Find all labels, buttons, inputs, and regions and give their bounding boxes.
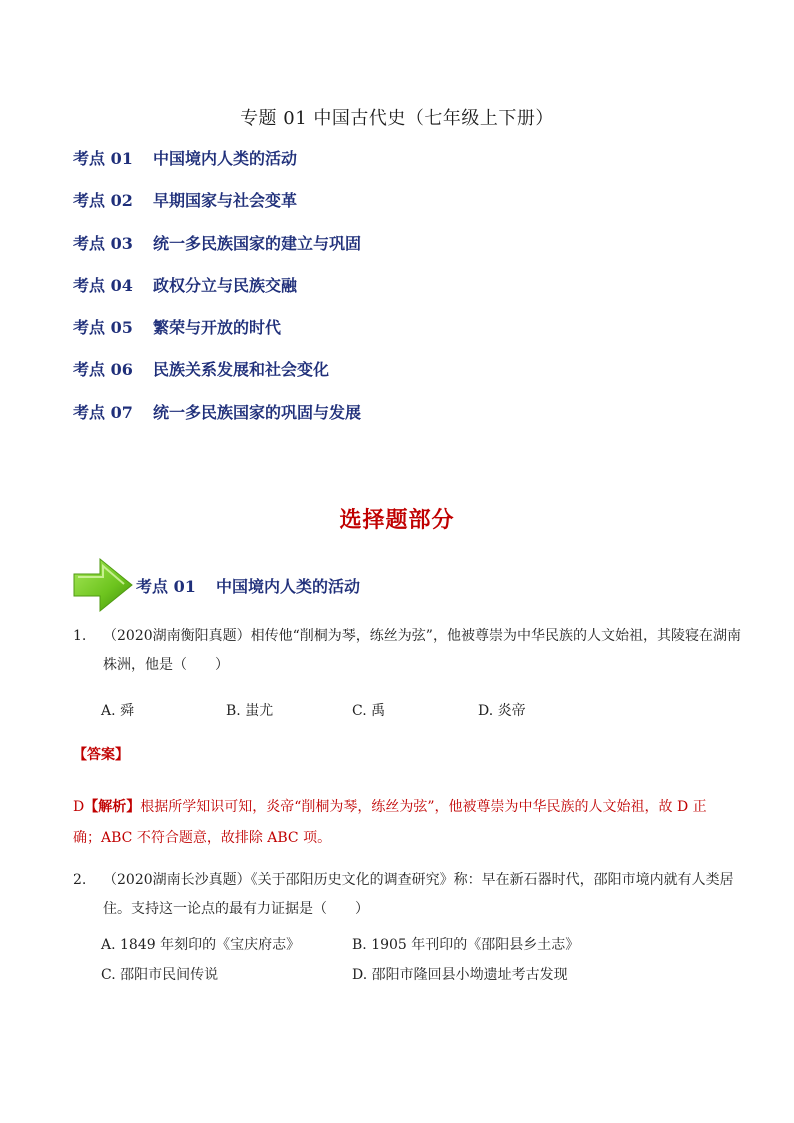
toc-item — [73, 231, 361, 273]
toc-code: 考点 02 — [73, 191, 133, 211]
analysis-text: 根据所学知识可知，炎帝“削桐为琴，练丝为弦”，他被尊崇为中华民族的人文始祖，故 D 正确；ABC 不符合题意，故排除 ABC 项。 — [73, 799, 707, 846]
topic-label: 中国境内人类的活动 — [216, 577, 361, 596]
toc-label: 早期国家与社会变革 — [153, 191, 298, 211]
green-arrow-icon — [72, 556, 134, 614]
option-c: C. 邵阳市民间传说 — [101, 967, 219, 983]
toc-item — [73, 188, 361, 230]
toc-label: 统一多民族国家的建立与巩固 — [153, 233, 362, 253]
question-text: （2020湖南长沙真题）《关于邵阳历史文化的调查研究》称：早在新石器时代，邵阳市境内就有人类居住。支持这一论点的最有力证据是（ ） — [103, 872, 734, 917]
option-b: B. 蚩尤 — [226, 703, 274, 719]
analysis-label: 【解析】 — [84, 799, 141, 815]
option-d: D. 邵阳市隆回县小坳遗址考古发现 — [352, 967, 568, 983]
table-of-contents — [73, 146, 361, 442]
toc-code: 考点 04 — [73, 275, 133, 295]
question-number: 1. — [73, 628, 87, 644]
answer-letter: D — [73, 799, 85, 815]
toc-item — [73, 357, 361, 399]
toc-item — [73, 400, 361, 442]
topic-banner — [72, 556, 472, 614]
option-b: B. 1905 年刊印的《邵阳县乡土志》 — [352, 937, 580, 953]
toc-code: 考点 07 — [73, 402, 133, 422]
toc-label: 繁荣与开放的时代 — [153, 318, 282, 338]
toc-label: 民族关系发展和社会变化 — [153, 360, 330, 380]
option-a: A. 1849 年刻印的《宝庆府志》 — [101, 937, 301, 953]
toc-code: 考点 05 — [73, 318, 133, 338]
question-number: 2. — [73, 872, 87, 888]
option-a: A. 舜 — [101, 703, 135, 719]
toc-item — [73, 146, 361, 188]
option-d: D. 炎帝 — [478, 703, 526, 719]
question-text: （2020湖南衡阳真题）相传他“削桐为琴，练丝为弦”，他被尊崇为中华民族的人文始祖，其陵寝在湖南株洲，他是（ ） — [103, 628, 741, 673]
toc-label: 中国境内人类的活动 — [153, 149, 298, 168]
toc-code: 考点 06 — [73, 360, 133, 380]
page-title: 专题 01 中国古代史（七年级上下册） — [240, 108, 554, 129]
toc-label: 政权分立与民族交融 — [153, 275, 298, 295]
toc-item — [73, 315, 361, 357]
answer-label: 【答案】 — [73, 747, 129, 763]
topic-code: 考点 01 — [136, 577, 196, 596]
toc-code: 考点 03 — [73, 233, 133, 253]
toc-code: 考点 01 — [73, 149, 133, 168]
option-c: C. 禹 — [352, 703, 386, 719]
toc-label: 统一多民族国家的巩固与发展 — [153, 402, 362, 422]
section-title: 选择题部分 — [339, 507, 455, 533]
topic-heading — [136, 574, 360, 597]
toc-item — [73, 273, 361, 315]
answer-analysis — [73, 792, 723, 854]
